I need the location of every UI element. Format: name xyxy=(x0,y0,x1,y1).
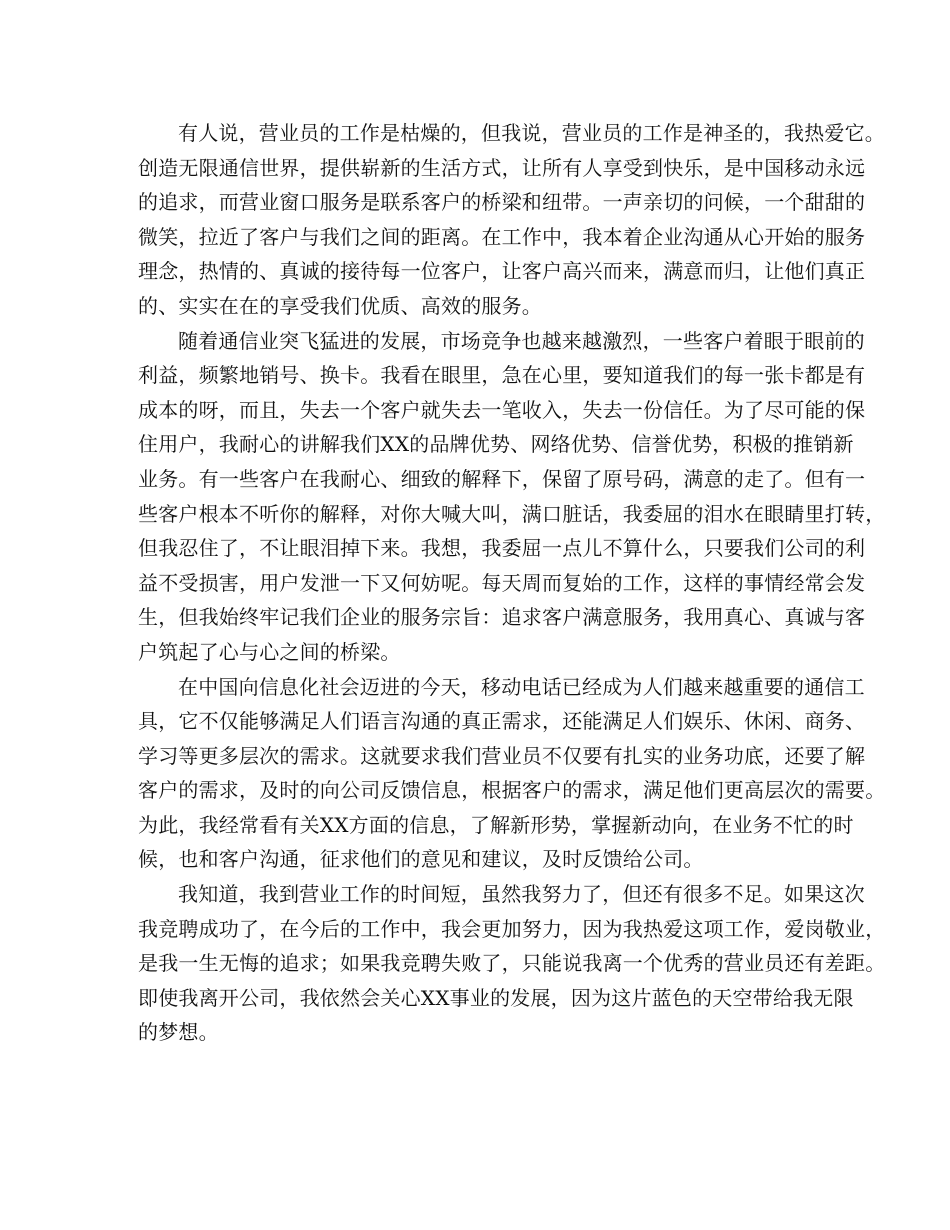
text-line: 为此，我经常看有关XX方面的信息，了解新形势，掌握新动向，在业务不忙的时 xyxy=(138,812,854,837)
text-line: 学习等更多层次的需求。这就要求我们营业员不仅要有扎实的业务功底，还要了解 xyxy=(138,743,866,768)
text-line: 的梦想。 xyxy=(138,1020,219,1045)
text-line: 些客户根本不听你的解释，对你大喊大叫，满口脏话，我委屈的泪水在眼睛里打转， xyxy=(138,501,886,526)
text-line: 我知道，我到营业工作的时间短，虽然我努力了，但还有很多不足。如果这次 xyxy=(178,882,865,907)
text-line: 是我一生无悔的追求；如果我竞聘失败了，只能说我离一个优秀的营业员还有差距。 xyxy=(138,951,886,976)
text-line: 利益，频繁地销号、换卡。我看在眼里，急在心里，要知道我们的每一张卡都是有 xyxy=(138,363,866,388)
text-line: 在中国向信息化社会迈进的今天，移动电话已经成为人们越来越重要的通信工 xyxy=(178,674,865,699)
text-line: 的、实实在在的享受我们优质、高效的服务。 xyxy=(138,293,542,318)
text-line: 具，它不仅能够满足人们语言沟通的真正需求，还能满足人们娱乐、休闲、商务、 xyxy=(138,709,866,734)
paragraph-3 xyxy=(138,670,886,878)
paragraph-1 xyxy=(138,116,885,324)
text-line: 的追求，而营业窗口服务是联系客户的桥梁和纽带。一声亲切的问候，一个甜甜的 xyxy=(138,190,866,215)
text-line: 业务。有一些客户在我耐心、细致的解释下，保留了原号码，满意的走了。但有一 xyxy=(138,466,866,491)
paragraph-4 xyxy=(138,877,886,1050)
text-line: 微笑，拉近了客户与我们之间的距离。在工作中，我本着企业沟通从心开始的服务 xyxy=(138,224,866,249)
text-line: 成本的呀，而且，失去一个客户就失去一笔收入，失去一份信任。为了尽可能的保 xyxy=(138,397,866,422)
text-line: 理念，热情的、真诚的接待每一位客户，让客户高兴而来，满意而归，让他们真正 xyxy=(138,259,866,284)
text-line: 我竞聘成功了，在今后的工作中，我会更加努力，因为我热爱这项工作，爱岗敬业， xyxy=(138,916,886,941)
text-line: 有人说，营业员的工作是枯燥的，但我说，营业员的工作是神圣的，我热爱它。 xyxy=(178,121,885,145)
text-line: 住用户，我耐心的讲解我们XX的品牌优势、网络优势、信誉优势，积极的推销新 xyxy=(138,432,854,457)
text-line: 户筑起了心与心之间的桥梁。 xyxy=(138,639,401,664)
text-line: 生，但我始终牢记我们企业的服务宗旨：追求客户满意服务，我用真心、真诚与客 xyxy=(138,605,866,630)
text-line: 益不受损害，用户发泄一下又何妨呢。每天周而复始的工作，这样的事情经常会发 xyxy=(138,570,866,595)
document-body xyxy=(138,116,886,1050)
paragraph-2 xyxy=(138,324,886,670)
text-line: 候，也和客户沟通，征求他们的意见和建议，及时反馈给公司。 xyxy=(138,847,704,872)
text-line: 随着通信业突飞猛进的发展，市场竞争也越来越激烈，一些客户着眼于眼前的 xyxy=(178,328,865,353)
text-line: 但我忍住了，不让眼泪掉下来。我想，我委屈一点儿不算什么，只要我们公司的利 xyxy=(138,536,866,561)
text-line: 客户的需求，及时的向公司反馈信息，根据客户的需求，满足他们更高层次的需要。 xyxy=(138,778,886,803)
text-line: 即使我离开公司，我依然会关心XX事业的发展，因为这片蓝色的天空带给我无限 xyxy=(138,985,854,1010)
text-line: 创造无限通信世界，提供崭新的生活方式，让所有人享受到快乐，是中国移动永远 xyxy=(138,155,866,180)
